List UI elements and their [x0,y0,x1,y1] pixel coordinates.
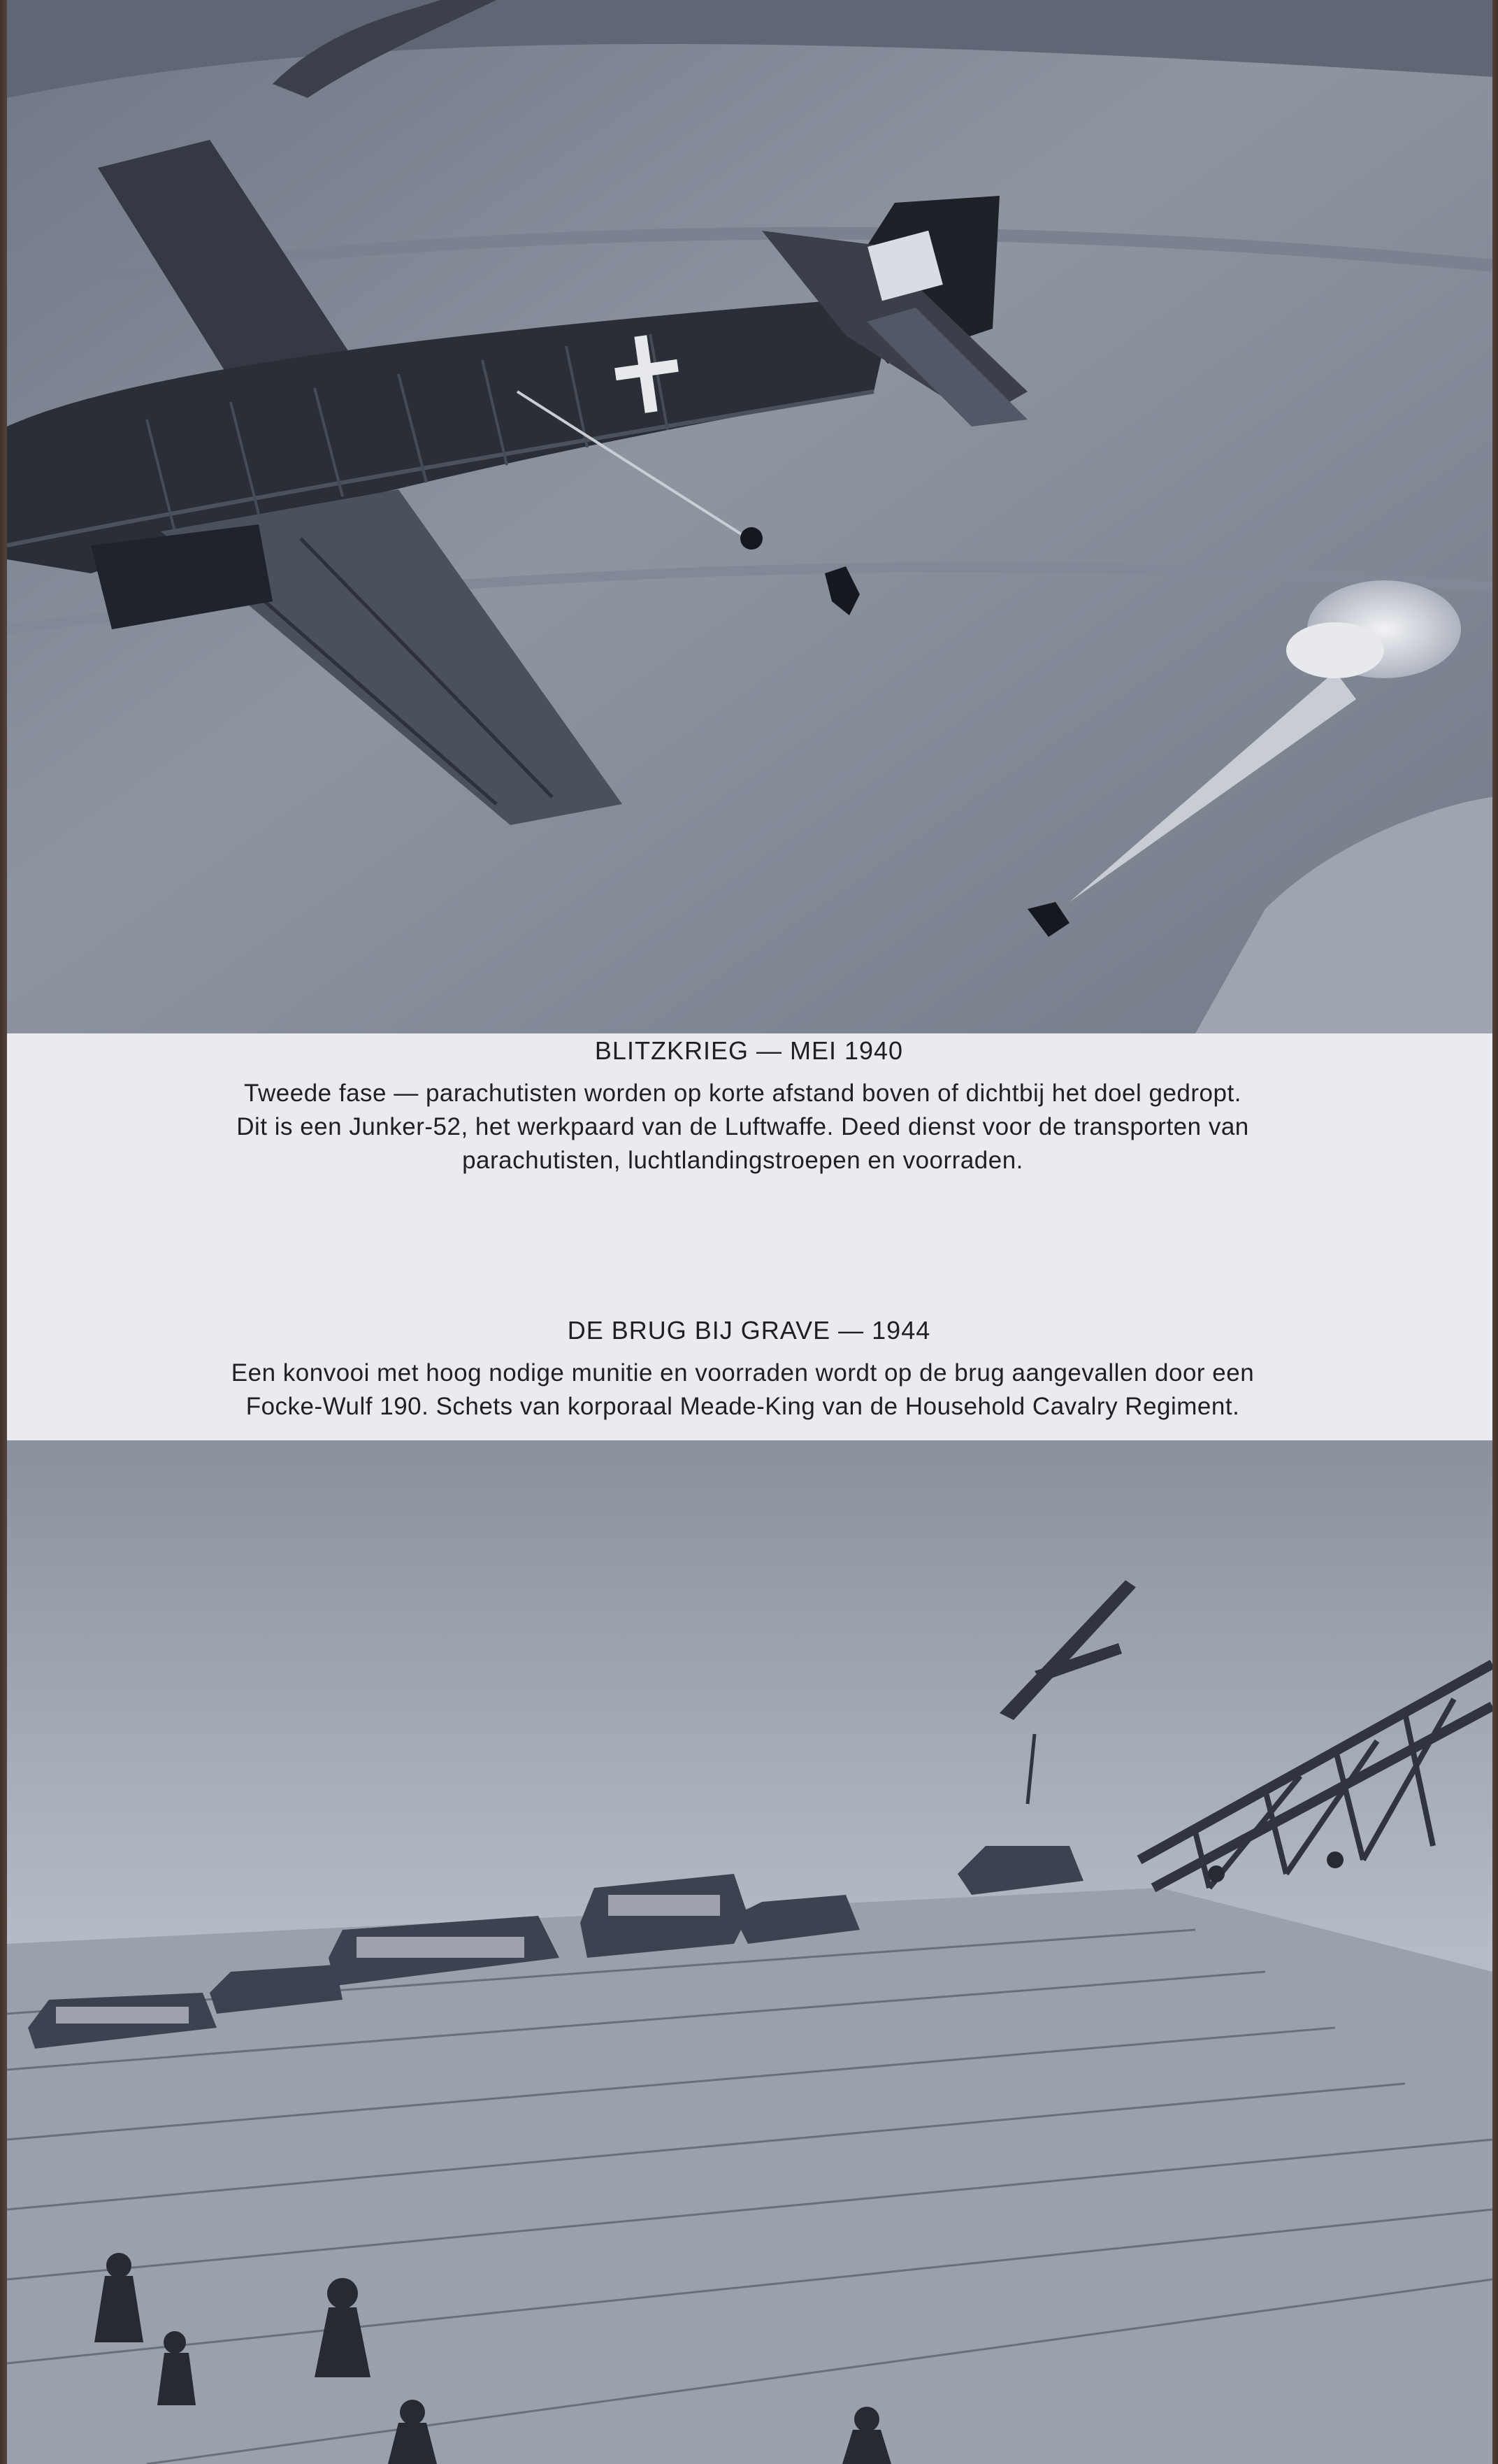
caption-title-blitzkrieg [0,1036,1498,1066]
caption-line: Focke-Wulf 190. Schets van korporaal Meade-King van de Household Cavalry Regiment. [245,1393,1240,1420]
caption-line: parachutisten, luchtlandingstroepen en voorraden. [462,1147,1023,1174]
caption-title-text: BLITZKRIEG — MEI 1940 [594,1036,904,1065]
caption-title-text: DE BRUG BIJ GRAVE — 1944 [567,1316,931,1345]
caption-text-blitzkrieg [42,1077,1443,1177]
grave-bridge-sketch [7,1440,1492,2464]
bridge-convoy-sketch-icon [7,1440,1492,2464]
caption-line: Een konvooi met hoog nodige munitie en voorraden wordt op de brug aangevallen door een [231,1359,1255,1387]
caption-line: Dit is een Junker-52, het werkpaard van de Luftwaffe. Deed dienst voor de transporten van [236,1113,1249,1140]
caption-title-grave [0,1316,1498,1345]
caption-text-grave [42,1356,1443,1424]
junkers-photo [7,0,1492,1033]
caption-line: Tweede fase — parachutisten worden op korte afstand boven of dichtbij het doel gedropt. [244,1080,1241,1107]
junkers-aircraft-photo-icon [7,0,1492,1033]
